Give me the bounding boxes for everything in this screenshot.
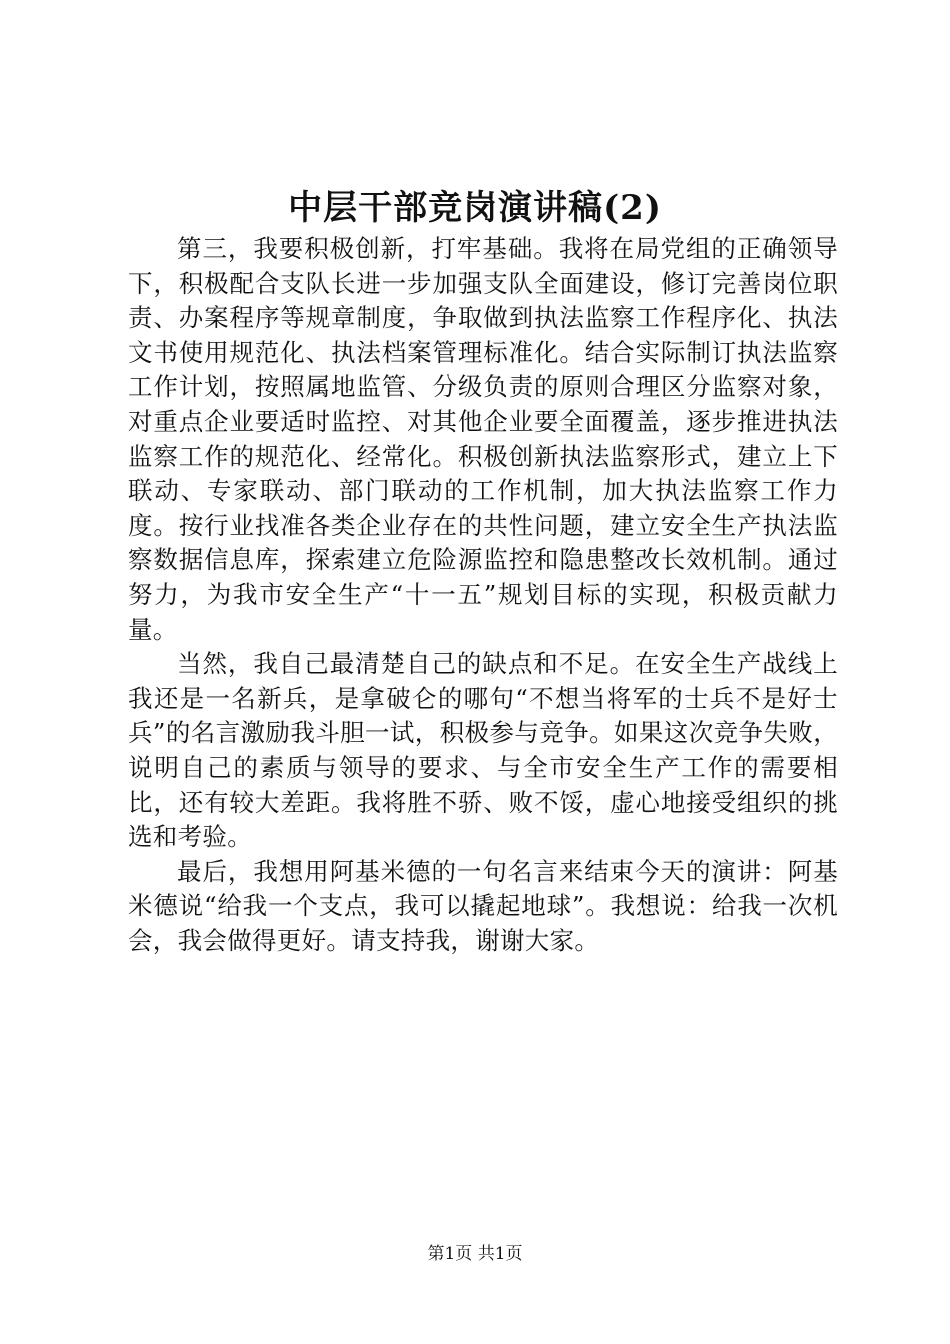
paragraph-2: 当然，我自己最清楚自己的缺点和不足。在安全生产战线上我还是一名新兵，是拿破仑的哪句“不想当将军的士兵不是好士兵”的名言激励我斗胆一试，积极参与竞争。如果这次竞争失败，说明自己的素质与领导的要求、与全市安全生产工作的需要相比，还有较大差距。我将胜不骄、败不馁，虚心地接受组织的挑选和考验。 (128, 649, 838, 852)
paragraph-1: 第三，我要积极创新，打牢基础。我将在局党组的正确领导下，积极配合支队长进一步加强支队全面建设，修订完善岗位职责、办案程序等规章制度，争取做到执法监察工作程序化、执法文书使用规范化、执法档案管理标准化。结合实际制订执法监察工作计划，按照属地监管、分级负责的原则合理区分监察对象，对重点企业要适时监控、对其他企业要全面覆盖，逐步推进执法监察工作的规范化、经常化。积极创新执法监察形式，建立上下联动、专家联动、部门联动的工作机制，加大执法监察工作力度。按行业找准各类企业存在的共性问题，建立安全生产执法监察数据信息库，探索建立危险源监控和隐患整改长效机制。通过努力，为我市安全生产“十一五”规划目标的实现，积极贡献力量。 (128, 234, 838, 644)
paragraph-3: 最后，我想用阿基米德的一句名言来结束今天的演讲：阿基米德说“给我一个支点，我可以撬起地球”。我想说：给我一次机会，我会做得更好。请支持我，谢谢大家。 (128, 856, 838, 955)
document-title: 中层干部竞岗演讲稿(2) (288, 188, 662, 228)
page-footer: 第1页 共1页 (427, 1244, 523, 1264)
document-body (128, 232, 838, 958)
